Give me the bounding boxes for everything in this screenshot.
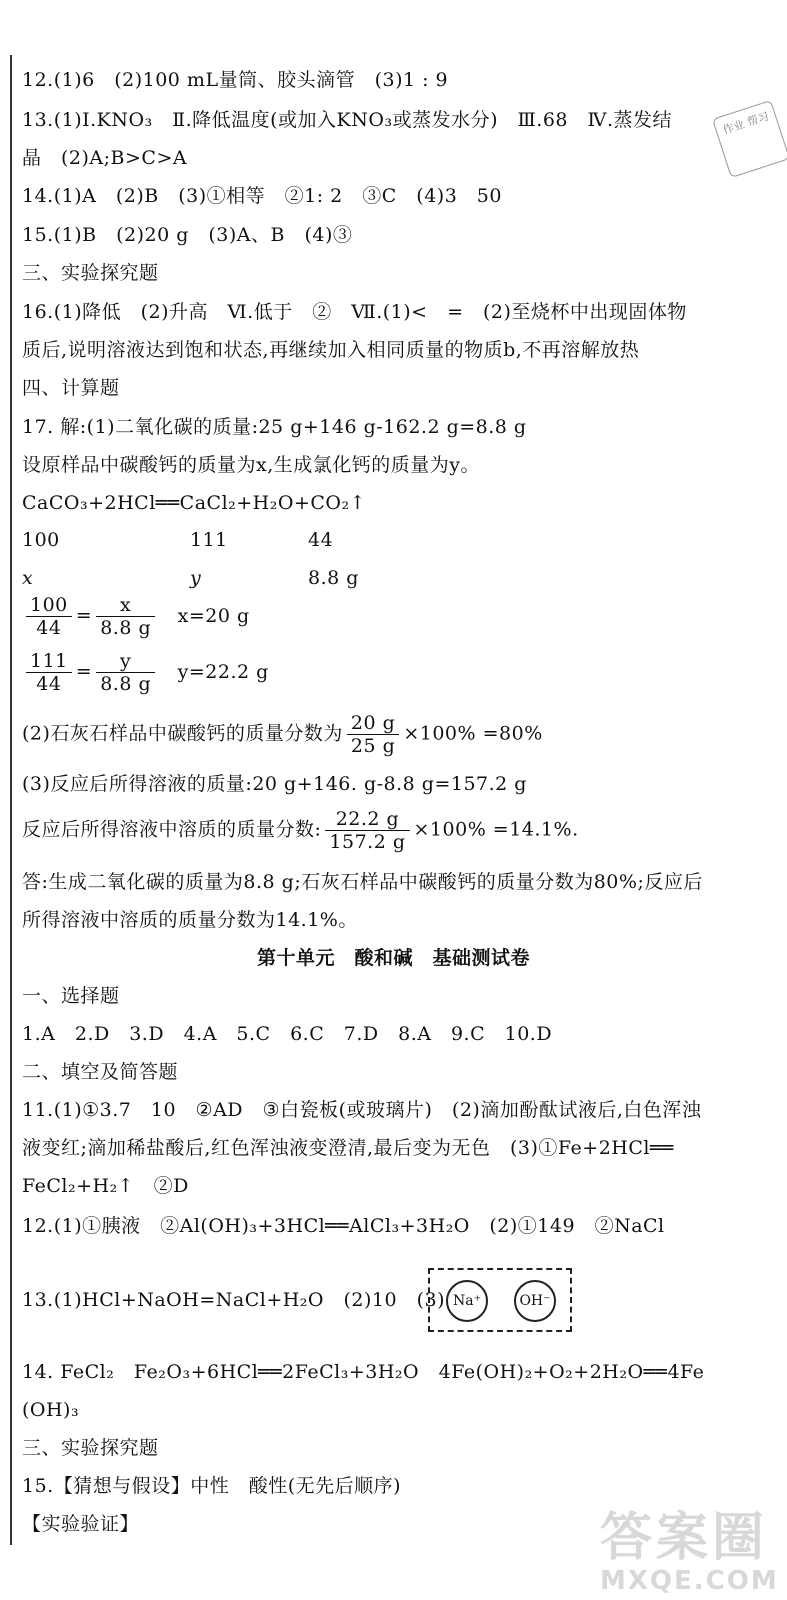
chemical-equation: CaCO₃+2HCl══CaCl₂+H₂O+CO₂↑ <box>22 492 367 514</box>
proportion-result: y=22.2 g <box>177 660 269 683</box>
section-heading: 二、填空及简答题 <box>22 1061 179 1083</box>
answer-line: 质后,说明溶液达到饱和状态,再继续加入相同质量的物质b,不再溶解放热 <box>22 339 640 361</box>
ion-diagram <box>428 1268 572 1332</box>
answer-line: 【实验验证】 <box>22 1513 140 1535</box>
fraction: $\frac{22.2 g}{157.2 g}$ <box>325 808 409 853</box>
unit-title: 第十单元 酸和碱 基础测试卷 <box>256 947 530 969</box>
ratio-value: 8.8 g <box>308 567 359 589</box>
proportion-equation: $\frac{111}{44}$ = $\frac{y}{8.8 g}$ y=22.2 g <box>22 650 269 695</box>
answer-line: 14. FeCl₂ Fe₂O₃+6HCl══2FeCl₃+3H₂O 4Fe(OH)₂+O₂+2H₂O══4Fe <box>22 1361 705 1383</box>
section-heading: 一、选择题 <box>22 985 120 1007</box>
ratio-value: y <box>190 567 202 589</box>
answer-line: 15.【猜想与假设】中性 酸性(无先后顺序) <box>22 1475 402 1497</box>
ratio-value: 44 <box>308 529 334 551</box>
section-heading: 四、计算题 <box>22 377 120 399</box>
ratio-value: 111 <box>190 529 228 551</box>
answer-line: 所得溶液中溶质的质量分数为14.1%。 <box>22 909 358 931</box>
proportion-result: x=20 g <box>177 604 250 627</box>
answer-line: 答:生成二氧化碳的质量为8.8 g;石灰石样品中碳酸钙的质量分数为80%;反应后 <box>22 871 703 893</box>
left-margin-line <box>10 55 12 1545</box>
answer-line: 14.(1)A (2)B (3)①相等 ②1: 2 ③C (4)3 50 <box>22 185 502 207</box>
percentage-calculation: (2)石灰石样品中碳酸钙的质量分数为 $\frac{20 g}{25 g}$ ×100% =80% <box>22 712 543 757</box>
answer-line: 13.(1)Ⅰ.KNO₃ Ⅱ.降低温度(或加入KNO₃或蒸发水分) Ⅲ.68 Ⅳ.蒸发结 <box>22 109 673 131</box>
answer-line: (OH)₃ <box>22 1399 80 1421</box>
answer-line: (3)反应后所得溶液的质量:20 g+146. g-8.8 g=157.2 g <box>22 773 527 795</box>
choice-answers: 1.A 2.D 3.D 4.A 5.C 6.C 7.D 8.A 9.C 10.D <box>22 1023 553 1045</box>
percentage-calculation: 反应后所得溶液中溶质的质量分数: $\frac{22.2 g}{157.2 g}$ ×100% =14.1%. <box>22 808 579 853</box>
answer-line: 13.(1)HCl+NaOH=NaCl+H₂O (2)10 (3) <box>22 1289 446 1311</box>
sodium-ion-circle: Na⁺ <box>446 1280 488 1322</box>
fraction: $\frac{111}{44}$ <box>26 650 72 695</box>
answer-line: FeCl₂+H₂↑ ②D <box>22 1175 189 1197</box>
answer-line: 16.(1)降低 (2)升高 Ⅵ.低于 ② Ⅶ.(1)< = (2)至烧杯中出现固体物 <box>22 301 687 323</box>
stamp-logo: 作业 帮习 <box>712 100 787 178</box>
hydroxide-ion-circle: OH⁻ <box>514 1280 556 1322</box>
section-heading: 三、实验探究题 <box>22 1437 159 1459</box>
answer-line: 液变红;滴加稀盐酸后,红色浑浊液变澄清,最后变为无色 (3)①Fe+2HCl══ <box>22 1137 674 1159</box>
answer-line: 晶 (2)A;B>C>A <box>22 147 188 169</box>
section-heading: 三、实验探究题 <box>22 262 159 284</box>
ratio-value: 100 <box>22 529 60 551</box>
fraction: $\frac{100}{44}$ <box>26 594 72 639</box>
answer-line: 设原样品中碳酸钙的质量为x,生成氯化钙的质量为y。 <box>22 454 480 476</box>
watermark: 答案圈 MXQE.COM <box>600 1508 779 1596</box>
fraction: $\frac{20 g}{25 g}$ <box>347 712 399 757</box>
ratio-value: x <box>22 567 34 589</box>
fraction: $\frac{x}{8.8 g}$ <box>96 594 155 639</box>
answer-line: 15.(1)B (2)20 g (3)A、B (4)③ <box>22 224 353 246</box>
proportion-equation: $\frac{100}{44}$ = $\frac{x}{8.8 g}$ x=20 g <box>22 594 250 639</box>
answer-line: 17. 解:(1)二氧化碳的质量:25 g+146 g-162.2 g=8.8 g <box>22 416 527 438</box>
fraction: $\frac{y}{8.8 g}$ <box>96 650 155 695</box>
answer-line: 12.(1)①胰液 ②Al(OH)₃+3HCl══AlCl₃+3H₂O (2)①149 ②NaCl <box>22 1215 665 1237</box>
answer-line: 12.(1)6 (2)100 mL量筒、胶头滴管 (3)1 : 9 <box>22 69 449 91</box>
answer-line: 11.(1)①3.7 10 ②AD ③白瓷板(或玻璃片) (2)滴加酚酞试液后,白色浑浊 <box>22 1099 702 1121</box>
